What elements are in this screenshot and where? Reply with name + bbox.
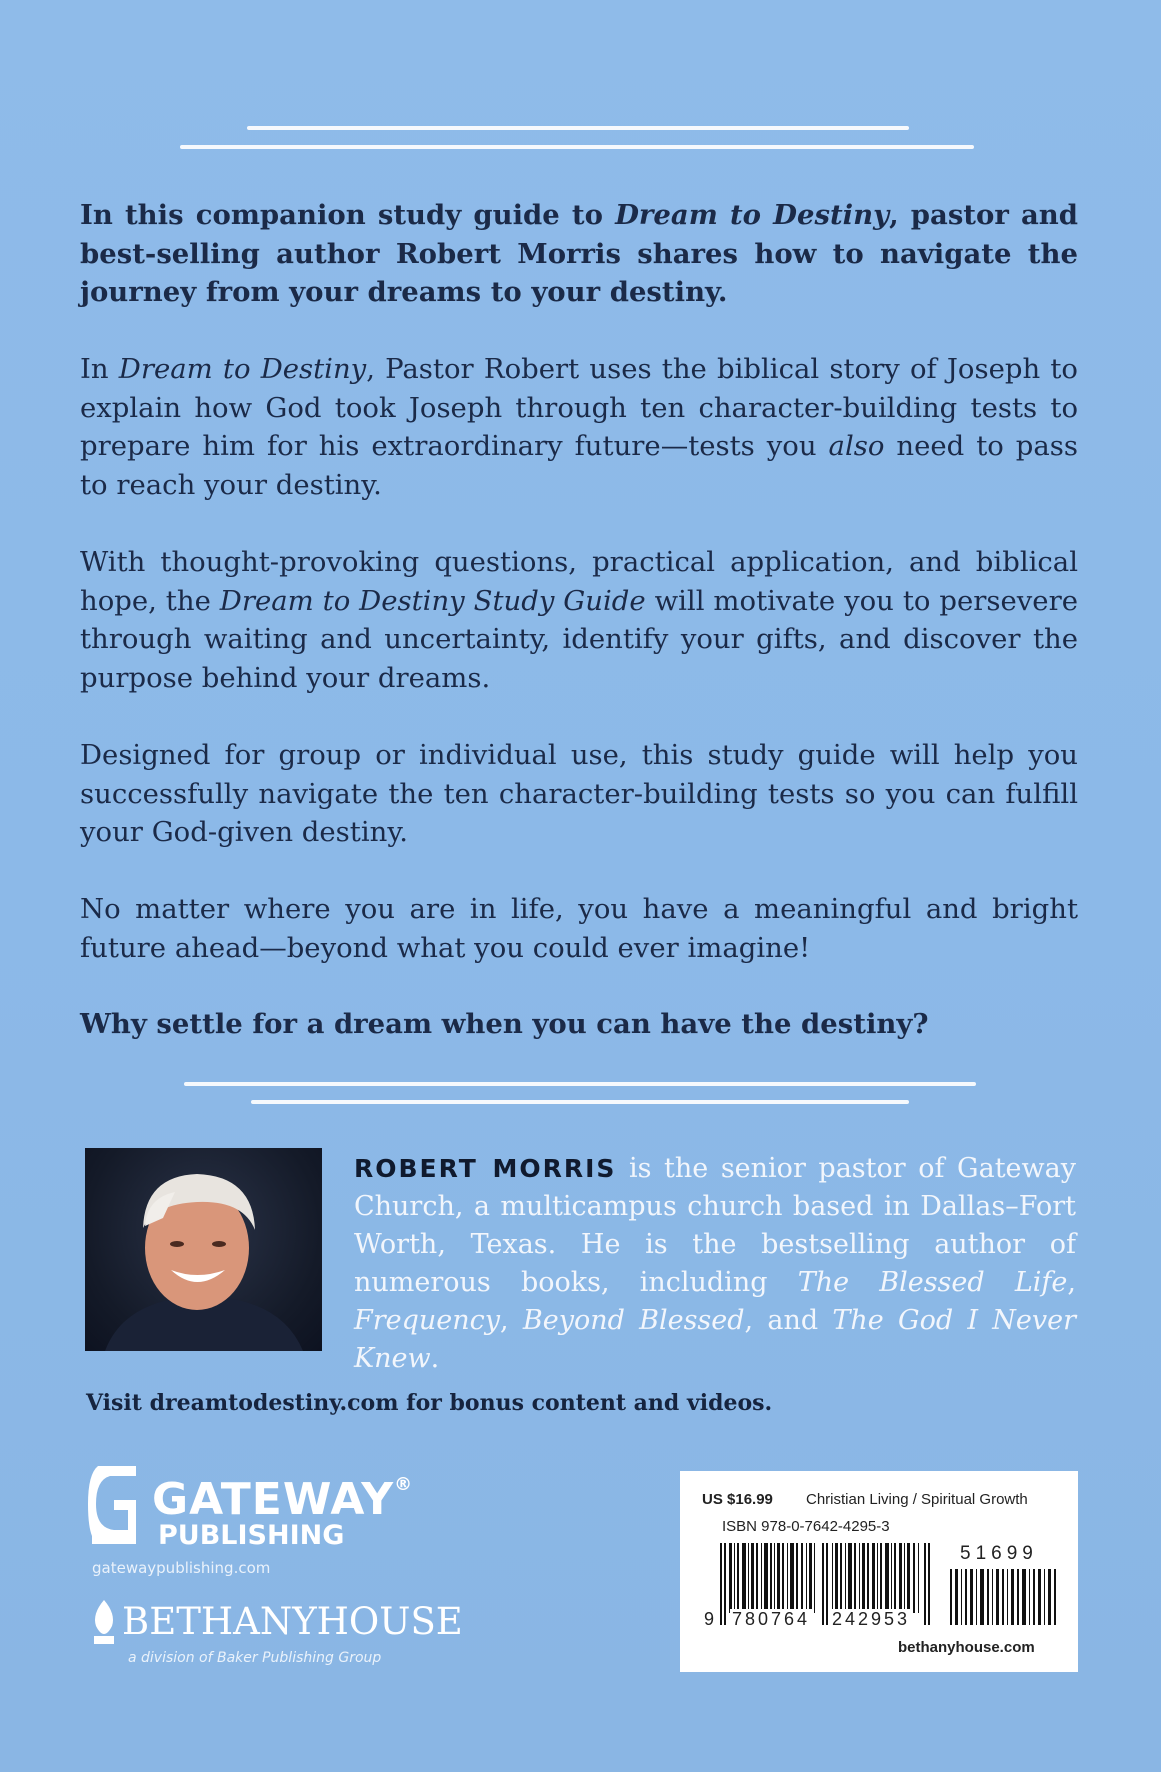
bethany-lamp-icon <box>90 1600 118 1644</box>
visit-website-line: Visit dreamtodestiny.com for bonus content and videos. <box>86 1390 773 1416</box>
author-photo <box>85 1148 322 1351</box>
gateway-publishing-label: PUBLISHING <box>158 1520 345 1551</box>
gateway-publisher-name: GATEWAY® <box>152 1474 414 1525</box>
barcode-digits-group1: 780764 <box>732 1609 811 1629</box>
category-label: Christian Living / Spiritual Growth <box>806 1491 1028 1508</box>
barcode-panel <box>680 1471 1078 1672</box>
paragraph-study-guide: With thought-provoking questions, practical application, and biblical hope, the Dream to Destiny Study Guide will motivate you to persevere through waiting and uncertainty, identify your gifts, and discover the purpose behind your dreams. <box>80 546 1078 694</box>
barcode-digits-group2: 242953 <box>832 1609 911 1629</box>
author-name: ROBERT MORRIS <box>354 1154 617 1183</box>
author-portrait-icon <box>85 1148 322 1351</box>
closing-question: Why settle for a dream when you can have the destiny? <box>80 1008 929 1040</box>
barcode-digit-first: 9 <box>704 1609 715 1629</box>
bethany-house-name: BETHANYHOUSE <box>122 1600 463 1643</box>
top-rule-short <box>247 126 909 130</box>
paragraph-joseph: In Dream to Destiny, Pastor Robert uses the biblical story of Joseph to explain how God took Joseph through ten character-building tests to prepare him for his extraordinary future—tests you also need to pass to reach your destiny. <box>80 353 1079 501</box>
top-rule-long <box>180 145 974 149</box>
mid-rule-long <box>184 1082 976 1086</box>
price-label: US $16.99 <box>702 1491 773 1508</box>
paragraph-future: No matter where you are in life, you have a meaningful and bright future ahead—beyond what you could ever imagine! <box>80 893 1078 964</box>
bethany-division-label: a division of Baker Publishing Group <box>128 1650 382 1666</box>
intro-title: Dream to Destiny <box>615 199 890 231</box>
addon-digits: 51699 <box>960 1543 1038 1564</box>
intro-paragraph: In this companion study guide to Dream to Destiny, pastor and best-selling author Robert Morris shares how to navigate the journey from your dreams to your destiny. <box>80 199 1079 308</box>
isbn-label: ISBN 978-0-7642-4295-3 <box>722 1518 890 1535</box>
gateway-url: gatewaypublishing.com <box>92 1559 271 1577</box>
gateway-logo-icon <box>88 1466 136 1544</box>
addon-barcode-icon <box>950 1569 1058 1625</box>
paragraph-group-use: Designed for group or individual use, this study guide will help you successfully navigate the ten character-building tests so you can fulfill your God-given destiny. <box>80 739 1078 848</box>
publisher-url: bethanyhouse.com <box>898 1639 1035 1656</box>
author-bio: ROBERT MORRIS is the senior pastor of Gateway Church, a multicampus church based in Dallas–Fort Worth, Texas. He is the bestselling author of numerous books, including The Blessed Life, Frequency, Beyond Blessed, and The God I Never Knew. <box>354 1153 1076 1374</box>
mid-rule-short <box>251 1100 909 1104</box>
